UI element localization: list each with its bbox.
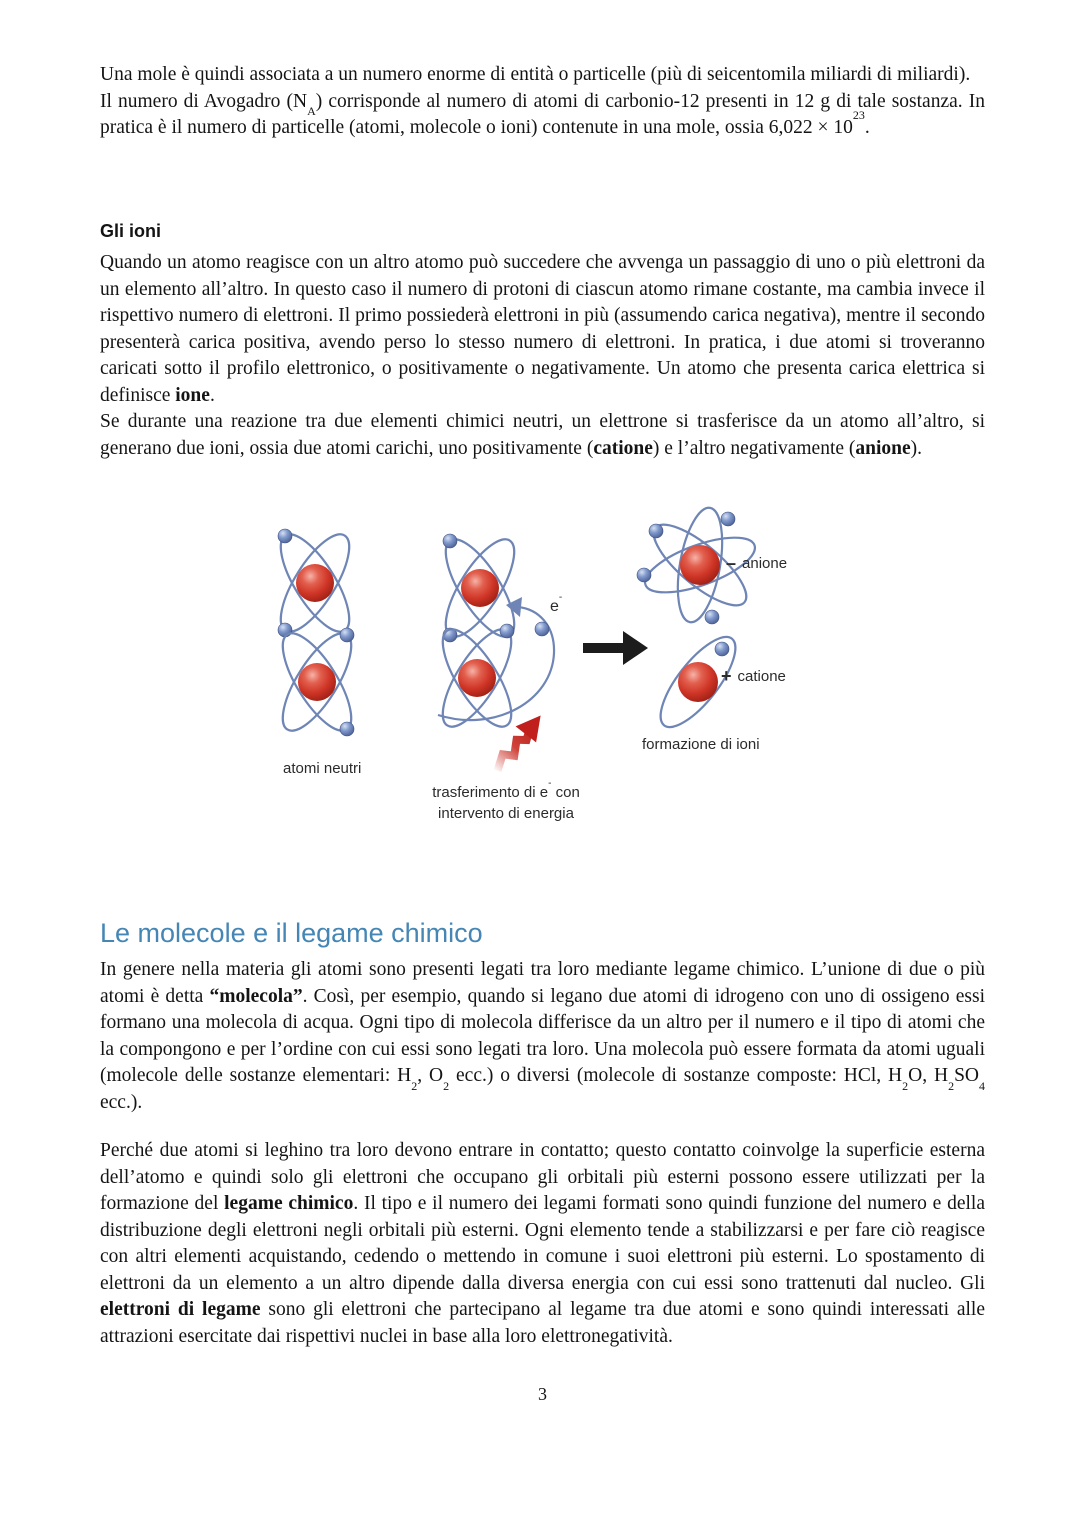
reaction-arrow-icon <box>583 631 648 665</box>
ions-block <box>100 250 985 462</box>
molecules-paragraph-1: In genere nella materia gli atomi sono presenti legati tra loro mediante legame chimico. L’unione di due o più atomi è detta “molecola”. Così, per esempio, quando si legano due atomi di idrogeno con uno di ossigeno essi formano una molecola di acqua. Ogni tipo di molecola differisce da un altro per il numero e il tipo di atomi che la compongono e per l’ordine con cui essi sono legati tra loro. Una molecola può essere formata da atomi uguali (molecole delle sostanze elementari: $H_2$, $O_2$ ecc.) o diversi (molecole di sostanze composte: HCl, $H_2O$, $H_2SO_4$ ecc.). <box>100 959 986 1113</box>
energy-bolt-icon <box>487 707 551 778</box>
molecules-heading: Le molecole e il legame chimico <box>100 918 483 948</box>
intro-block <box>100 62 985 142</box>
ions-heading: Gli ioni <box>100 221 161 241</box>
anion-label-text: anione <box>742 555 788 572</box>
cation-label-text: catione <box>737 668 786 685</box>
intro-paragraph-2: Il numero di Avogadro $(N_A)$ corrisponde al numero di atomi di carbonio-12 presenti in 12 g di tale sostanza. In pratica è il numero di particelle (atomi, molecole o ioni) contenute in una mole, ossia $6,022 \times 10^{23}$. <box>100 90 985 138</box>
plus-icon: + <box>721 666 732 686</box>
cation-label <box>721 666 786 687</box>
electron-transfer-arrow <box>438 597 554 720</box>
neutral-atom-bottom <box>270 624 363 740</box>
intro-paragraph-1: Una mole è quindi associata a un numero enorme di entità o particelle (più di seicentomila miliardi di miliardi). <box>100 64 971 85</box>
transfer-caption-line1: trasferimento di e- con <box>432 778 580 801</box>
transfer-caption <box>392 778 620 824</box>
anion-label <box>726 553 787 574</box>
minus-icon: – <box>726 553 737 573</box>
neutral-atom-top <box>270 525 362 641</box>
ions-paragraph-2: Se durante una reazione tra due elementi chimici neutri, un elettrone si trasferisce da un atomo all’altro, si generano due ioni, ossia due atomi carichi, uno positivamente (catione) e l’altro negativamente (anione). <box>100 411 985 459</box>
transfer-caption-line2: intervento di energia <box>438 805 574 822</box>
electron-label: e- <box>550 591 563 615</box>
neutral-atoms-label: atomi neutri <box>283 760 362 777</box>
ions-paragraph-1: Quando un atomo reagisce con un altro atomo può succedere che avvenga un passaggio di uno o più elettroni da un elemento all’altro. In questo caso il numero di protoni di ciascun atomo rimane costante, ma cambia invece il rispettivo numero di elettroni. Il primo possiederà elettroni in più (assumendo carica negativa), mentre il secondo presenterà carica positiva, avendo perso lo stesso numero di elettroni. In pratica, i due atomi si troveranno caricati sotto il profilo elettronico, o positivamente o negativamente. Un atomo che presenta carica elettrica si definisce ione. <box>100 252 985 406</box>
molecules-block-1 <box>100 957 985 1116</box>
page-number: 3 <box>538 1384 547 1404</box>
molecules-block-2 <box>100 1138 985 1350</box>
ion-formation-label: formazione di ioni <box>642 736 760 753</box>
molecules-paragraph-2: Perché due atomi si leghino tra loro devono entrare in contatto; questo contatto coinvolge la superficie esterna dell’atomo e quindi solo gli elettroni che occupano gli orbitali più esterni possono essere utilizzati per la formazione del legame chimico. Il tipo e il numero dei legami formati sono quindi funzione del numero e della distribuzione degli elettroni negli orbitali più esterni. Ogni elemento tende a stabilizzarsi e per fare ciò reagisce con altri elementi acquistando, cedendo o mettendo in comune i suoi elettroni più esterni. Lo spostamento di elettroni da un elemento a un altro dipende dalla diversa energia con cui essi sono trattenuti dal nucleo. Gli elettroni di legame sono gli elettroni che partecipano al legame tra due atomi e sono quindi interessati alle attrazioni esercitate dai rispettivi nuclei in base alla loro elettronegatività. <box>100 1140 986 1347</box>
transferred-electron <box>535 622 549 636</box>
